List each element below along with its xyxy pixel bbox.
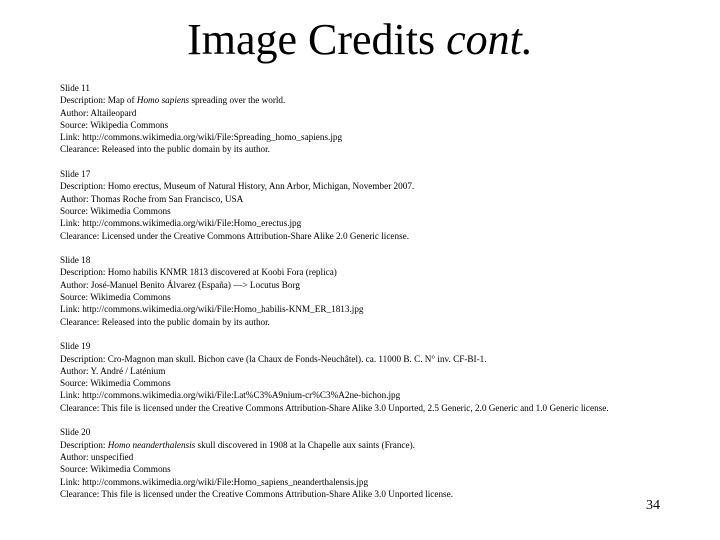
credit-description: Description: Homo erectus, Museum of Natural History, Ann Arbor, Michigan, November 2007. xyxy=(60,181,415,192)
page-number: 34 xyxy=(646,498,660,513)
credit-link: Link: http://commons.wikimedia.org/wiki/File:Homo_erectus.jpg xyxy=(60,218,302,229)
credit-source: Source: Wikimedia Commons xyxy=(60,292,171,303)
credit-source: Source: Wikipedia Commons xyxy=(60,119,169,130)
credit-clearance: Clearance: This file is licensed under the Creative Commons Attribution-Share Alike 3.0 Unported license. xyxy=(60,488,454,499)
credit-link: Link: http://commons.wikimedia.org/wiki/File:Lat%C3%A9nium-cr%C3%A2ne-bichon.jpg xyxy=(60,390,401,401)
title-suffix: cont. xyxy=(446,15,533,64)
credit-clearance: Clearance: Released into the public domain by its author. xyxy=(60,144,270,155)
credit-author: Author: Thomas Roche from San Francisco, USA xyxy=(60,193,244,204)
credit-description: Description: Homo neanderthalensis skull discovered in 1908 at la Chapelle aux saints (France). xyxy=(60,439,415,450)
credit-author: Author: Altaileopard xyxy=(60,107,137,118)
species-name: Homo neanderthalensis xyxy=(107,439,196,450)
credits-list xyxy=(60,82,705,500)
credit-description: Description: Homo habilis KNMR 1813 discovered at Koobi Fora (replica) xyxy=(60,267,337,278)
credit-block-slide-17 xyxy=(60,168,705,242)
credit-slide-number: Slide 20 xyxy=(60,427,91,438)
credit-block-slide-20 xyxy=(60,426,705,500)
credit-description: Description: Map of Homo sapiens spreading over the world. xyxy=(60,95,286,106)
credit-block-slide-18 xyxy=(60,254,705,328)
credit-clearance: Clearance: Licensed under the Creative Commons Attribution-Share Alike 2.0 Generic license. xyxy=(60,230,410,241)
credit-slide-number: Slide 18 xyxy=(60,255,91,266)
credit-slide-number: Slide 19 xyxy=(60,341,91,352)
credit-clearance: Clearance: This file is licensed under the Creative Commons Attribution-Share Alike 3.0 Unported, 2.5 Generic, 2.0 Generic and 1.0 Generic license. xyxy=(60,402,609,413)
credit-link: Link: http://commons.wikimedia.org/wiki/File:Spreading_homo_sapiens.jpg xyxy=(60,132,343,143)
credit-block-slide-19 xyxy=(60,340,705,414)
credit-link: Link: http://commons.wikimedia.org/wiki/File:Homo_habilis-KNM_ER_1813.jpg xyxy=(60,304,364,315)
credit-author: Author: unspecified xyxy=(60,451,134,462)
title-main: Image Credits xyxy=(187,15,436,64)
credit-author: Author: José-Manuel Benito Álvarez (España) —> Locutus Borg xyxy=(60,279,301,290)
credit-slide-number: Slide 17 xyxy=(60,169,91,180)
credit-author: Author: Y. André / Laténium xyxy=(60,365,166,376)
species-name: Homo sapiens xyxy=(136,95,190,106)
credit-slide-number: Slide 11 xyxy=(60,83,91,93)
credit-source: Source: Wikimedia Commons xyxy=(60,205,171,216)
credit-block-slide-11 xyxy=(60,82,705,156)
credit-source: Source: Wikimedia Commons xyxy=(60,464,171,475)
page-title xyxy=(0,14,720,66)
credit-link: Link: http://commons.wikimedia.org/wiki/File:Homo_sapiens_neanderthalensis.jpg xyxy=(60,476,369,487)
credit-source: Source: Wikimedia Commons xyxy=(60,378,171,389)
credit-description: Description: Cro-Magnon man skull. Bichon cave (la Chaux de Fonds-Neuchâtel). ca. 11000 B. C. N° inv. CF-BI-1. xyxy=(60,353,487,364)
credit-clearance: Clearance: Released into the public domain by its author. xyxy=(60,316,270,327)
